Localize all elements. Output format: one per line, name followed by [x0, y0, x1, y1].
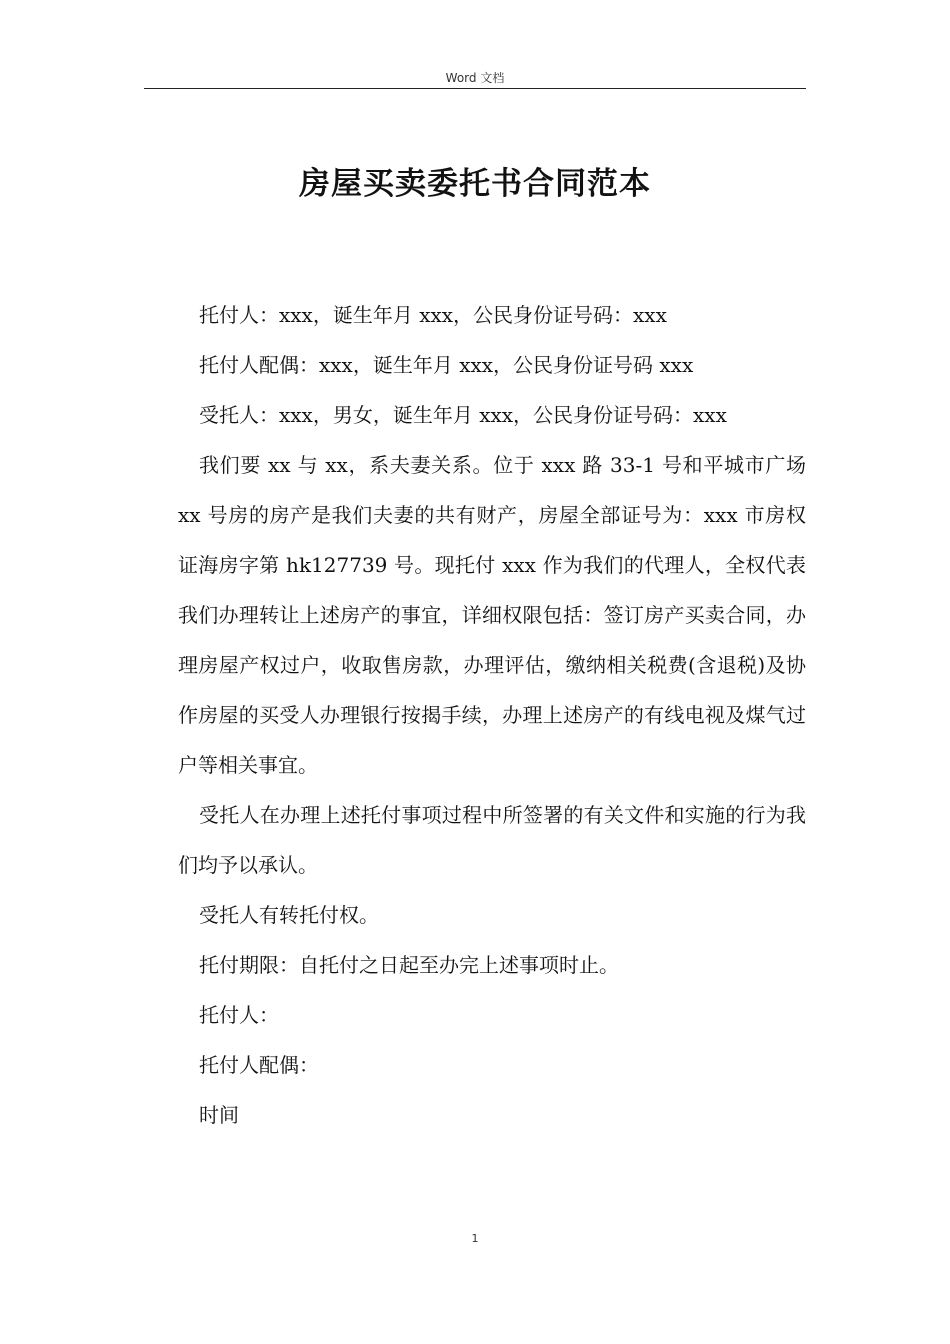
signature-principal: 托付人：	[199, 1003, 279, 1027]
document-body	[178, 290, 806, 1140]
paragraph-agent: 受托人：xxx，男女，诞生年月 xxx，公民身份证号码：xxx	[199, 403, 727, 427]
paragraph-acknowledgement: 受托人在办理上述托付事项过程中所签署的有关文件和实施的行为我们均予以承认。	[178, 803, 806, 877]
signature-principal-spouse: 托付人配偶：	[199, 1053, 319, 1077]
paragraph-term: 托付期限：自托付之日起至办完上述事项时止。	[199, 953, 619, 977]
paragraph-sub-delegation: 受托人有转托付权。	[199, 903, 379, 927]
paragraph-principal-spouse: 托付人配偶：xxx，诞生年月 xxx，公民身份证号码 xxx	[199, 353, 694, 377]
page-header-label: Word 文档	[445, 71, 505, 85]
header-divider	[144, 88, 806, 89]
signature-date: 时间	[199, 1103, 239, 1127]
document-title: 房屋买卖委托书合同范本	[299, 166, 651, 202]
paragraph-principal: 托付人：xxx，诞生年月 xxx，公民身份证号码：xxx	[199, 303, 667, 327]
page-number: 1	[471, 1232, 479, 1245]
paragraph-authorization: 我们要 xx 与 xx，系夫妻关系。位于 xxx 路 33-1 号和平城市广场 xx 号房的房产是我们夫妻的共有财产，房屋全部证号为：xxx 市房权证海房字第 hk127739 号。现托付 xxx 作为我们的代理人，全权代表我们办理转让上述房产的事宜，详细权限包括：签订房产买卖合同，办理房屋产权过户，收取售房款，办理评估，缴纳相关税费(含退税)及协作房屋的买受人办理银行按揭手续，办理上述房产的有线电视及煤气过户等相关事宜。	[178, 453, 806, 777]
